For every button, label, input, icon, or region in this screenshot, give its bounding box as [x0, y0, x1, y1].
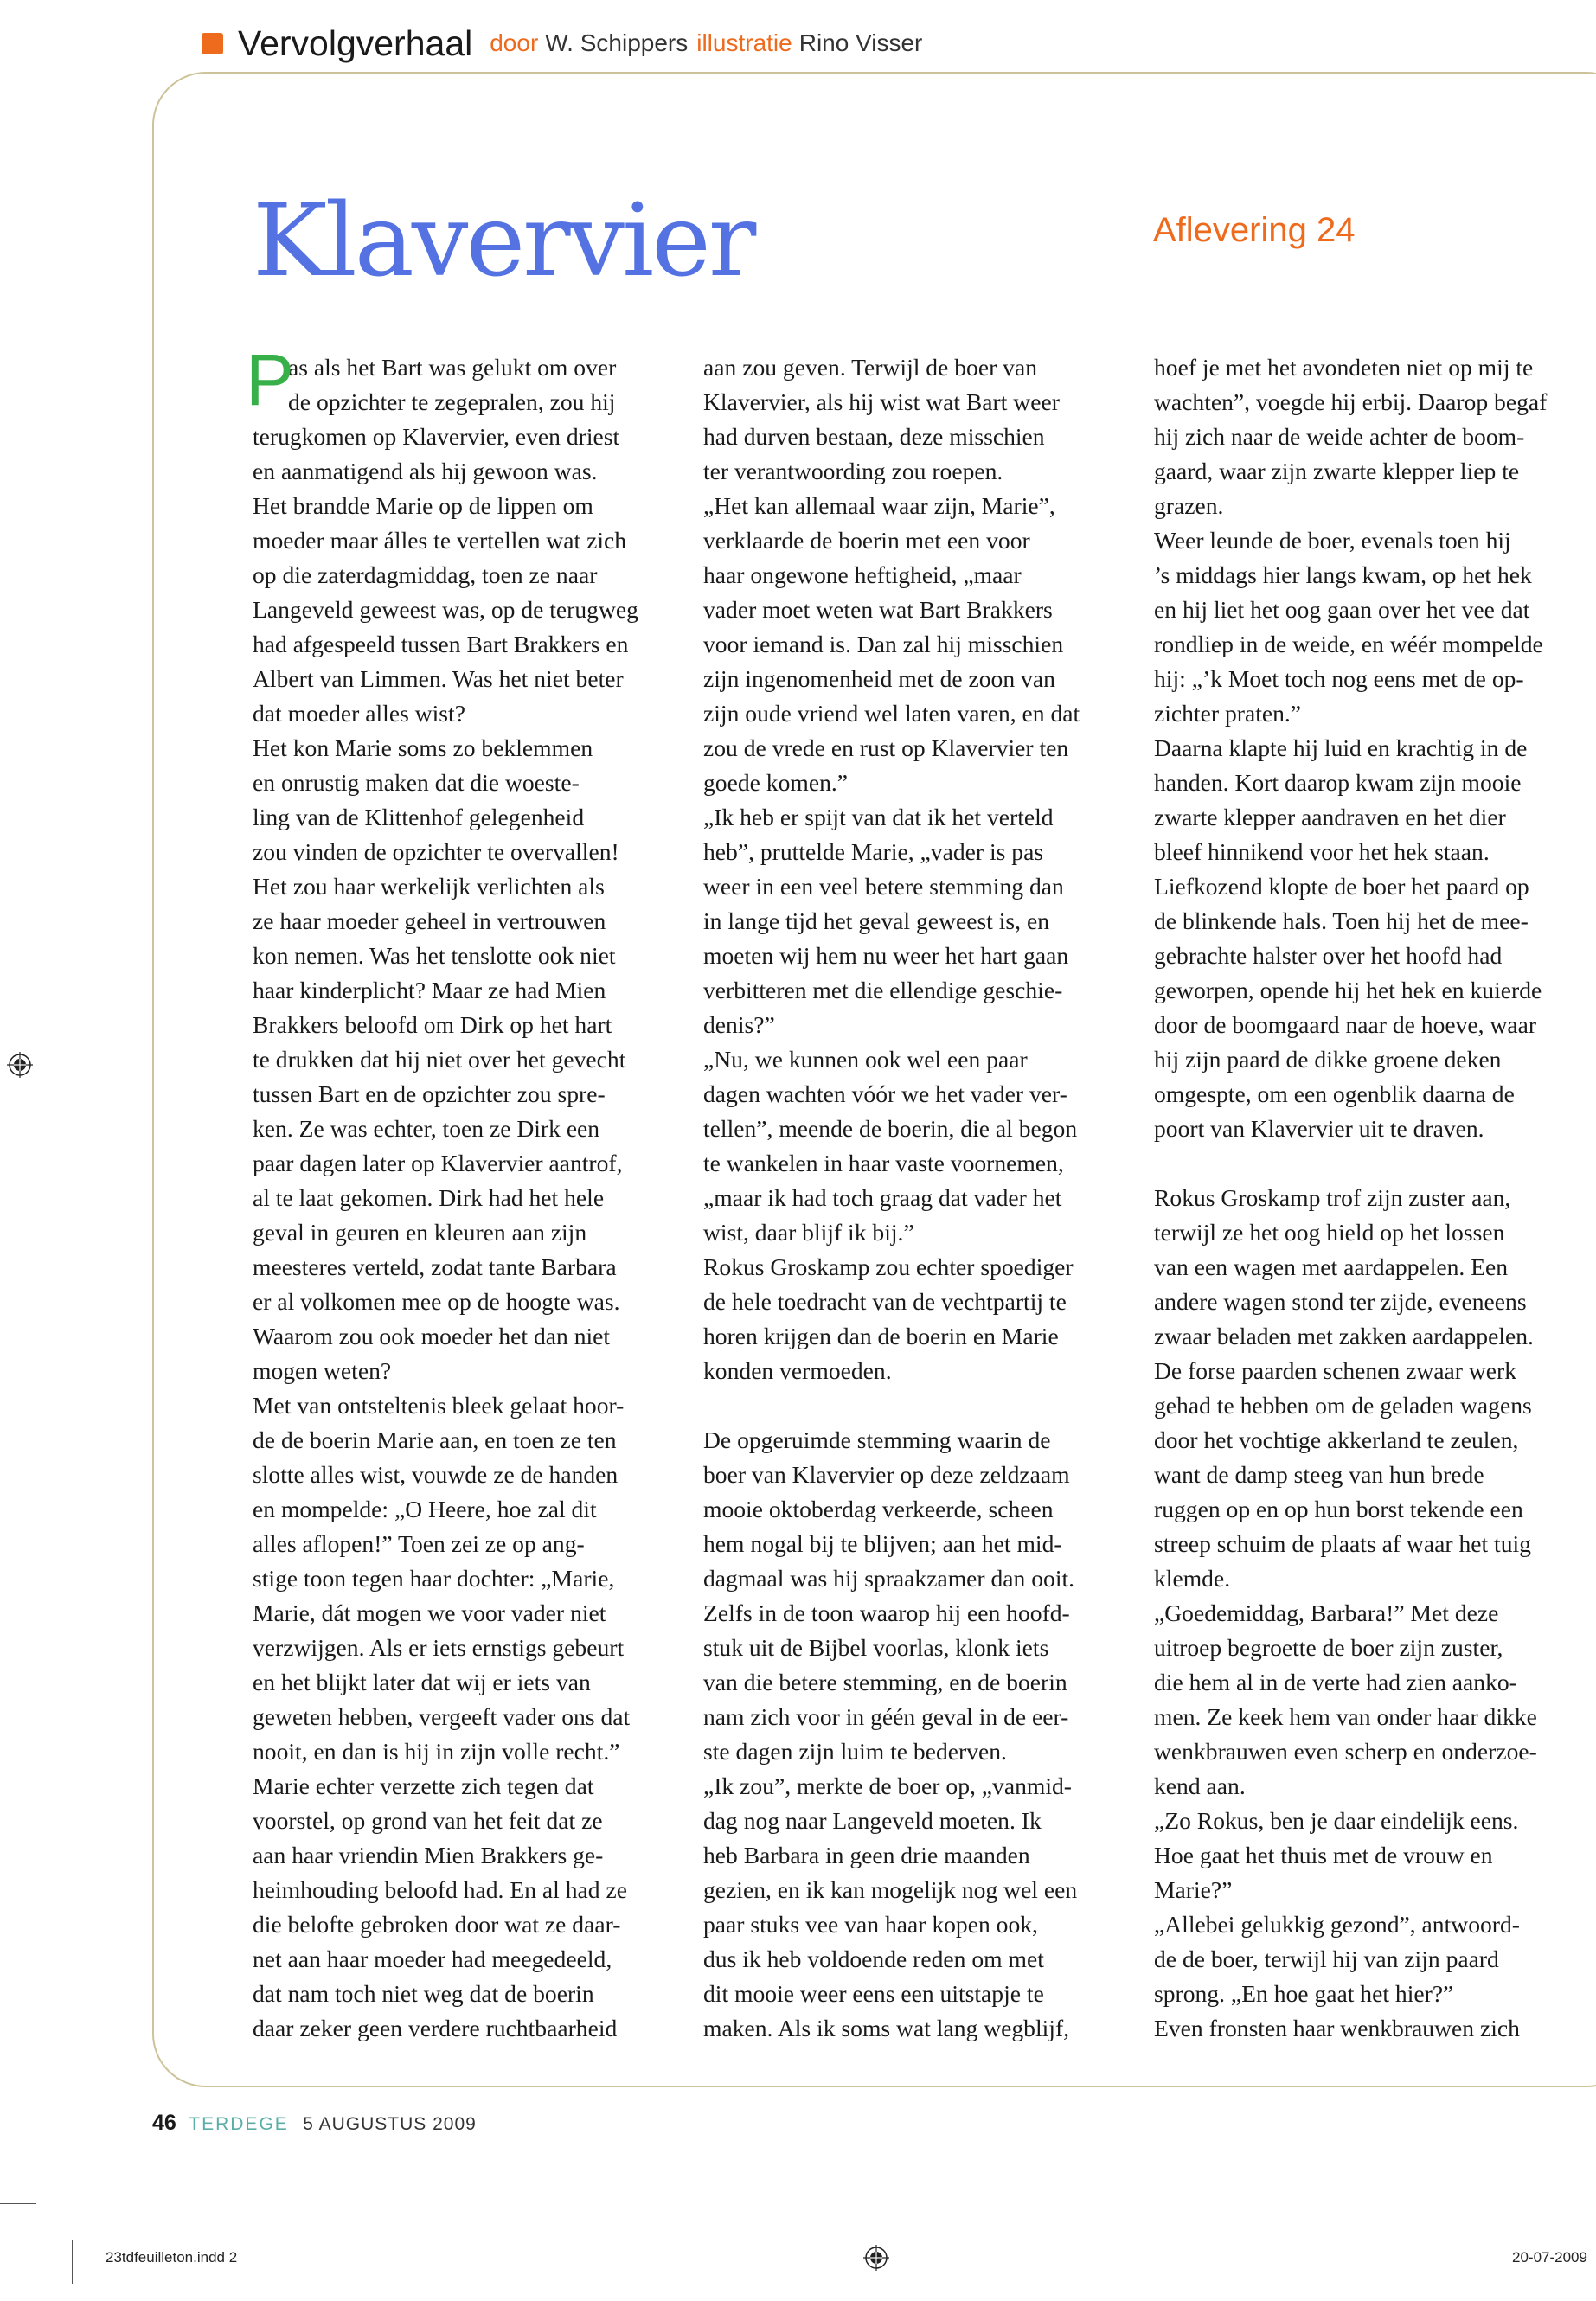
text-line: hij: „’k Moet toch nog eens met de op-	[1154, 665, 1524, 692]
text-line: uitroep begroette de boer zijn zuster,	[1154, 1634, 1503, 1661]
text-line: ter verantwoording zou roepen.	[703, 458, 1003, 484]
text-line: daar zeker geen verdere ruchtbaarheid	[253, 2015, 618, 2041]
text-line: paar stuks vee van haar kopen ook,	[703, 1911, 1038, 1938]
text-line: vader moet weten wat Bart Brakkers	[703, 596, 1053, 623]
text-line: handen. Kort daarop kwam zijn mooie	[1154, 769, 1522, 796]
text-line: hij zijn paard de dikke groene deken	[1154, 1046, 1502, 1073]
text-line: „Zo Rokus, ben je daar eindelijk eens.	[1154, 1807, 1519, 1834]
text-line: dagmaal was hij spraakzamer dan ooit.	[703, 1565, 1075, 1592]
text-column-2	[703, 350, 1144, 2046]
text-line: door het vochtige akkerland te zeulen,	[1154, 1426, 1519, 1453]
page-number: 46	[152, 2111, 176, 2135]
text-line: Zelfs in de toon waarop hij een hoofd-	[703, 1599, 1070, 1626]
text-line: „Goedemiddag, Barbara!” Met deze	[1154, 1599, 1499, 1626]
text-line: van een wagen met aardappelen. Een	[1154, 1253, 1509, 1280]
text-line: de hele toedracht van de vechtpartij te	[703, 1288, 1067, 1315]
text-line: verbitteren met die ellendige geschie-	[703, 977, 1063, 1003]
text-line: as als het Bart was gelukt om over	[288, 354, 617, 381]
text-line: „Allebei gelukkig gezond”, antwoord-	[1154, 1911, 1520, 1938]
text-line: ken. Ze was echter, toen ze Dirk een	[253, 1115, 600, 1142]
text-column-1	[246, 339, 685, 2046]
text-line: Brakkers beloofd om Dirk op het hart	[253, 1011, 612, 1038]
text-line: grazen.	[1154, 492, 1224, 519]
text-line: maken. Als ik soms wat lang wegblijf,	[703, 2015, 1070, 2041]
text-line: rondliep in de weide, en wéér mompelde	[1154, 631, 1543, 657]
illustrator-name: Rino Visser	[798, 29, 923, 56]
registration-mark-icon	[863, 2245, 889, 2271]
article-header	[202, 19, 931, 67]
text-line: alles aflopen!” Toen zei ze op ang-	[253, 1530, 585, 1557]
text-line: Albert van Limmen. Was het niet beter	[253, 665, 624, 692]
text-line: De opgeruimde stemming waarin de	[703, 1426, 1051, 1453]
text-line: had afgespeeld tussen Bart Brakkers en	[253, 631, 629, 657]
text-line: en hij liet het oog gaan over het vee dat	[1154, 596, 1530, 623]
text-line: hij zich naar de weide achter de boom-	[1154, 423, 1525, 450]
text-line: van die betere stemming, en de boerin	[703, 1669, 1067, 1695]
section-square-icon	[202, 33, 223, 54]
text-line: door de boomgaard naar de hoeve, waar	[1154, 1011, 1537, 1038]
text-line: al te laat gekomen. Dirk had het hele	[253, 1184, 605, 1211]
text-line: „Nu, we kunnen ook wel een paar	[703, 1046, 1028, 1073]
text-line: zou de vrede en rust op Klavervier ten	[703, 734, 1069, 761]
text-line: in lange tijd het geval geweest is, en	[703, 907, 1049, 934]
text-line: nooit, en dan is hij in zijn volle recht.”	[253, 1738, 620, 1765]
text-line: zichter praten.”	[1154, 700, 1302, 727]
text-line: en aanmatigend als hij gewoon was.	[253, 458, 598, 484]
section-label: Vervolgverhaal	[238, 22, 473, 63]
text-line: terwijl ze het oog hield op het lossen	[1154, 1219, 1505, 1246]
text-line: zijn ingenomenheid met de zoon van	[703, 665, 1055, 692]
page-footer	[152, 2111, 477, 2136]
text-line	[703, 1388, 1144, 1423]
text-line: voorstel, op grond van het feit dat ze	[253, 1807, 603, 1834]
text-line: Het zou haar werkelijk verlichten als	[253, 873, 605, 900]
text-line: dus ik heb voldoende reden om met	[703, 1945, 1044, 1972]
magazine-name: TERDEGE	[189, 2114, 289, 2134]
text-line: en het blijkt later dat wij er iets van	[253, 1669, 591, 1695]
text-line: horen krijgen dan de boerin en Marie	[703, 1323, 1059, 1349]
text-line: Langeveld geweest was, op de terugweg	[253, 596, 638, 623]
text-line: de de boer, terwijl hij van zijn paard	[1154, 1945, 1499, 1972]
text-line: kon nemen. Was het tenslotte ook niet	[253, 942, 616, 969]
text-line: Hoe gaat het thuis met de vrouw en	[1154, 1842, 1493, 1868]
issue-date: 5 AUGUSTUS 2009	[303, 2114, 477, 2134]
text-line: de opzichter te zegepralen, zou hij	[288, 388, 616, 415]
text-line: die belofte gebroken door wat ze daar-	[253, 1911, 621, 1938]
text-line: zwaar beladen met zakken aardappelen.	[1154, 1323, 1534, 1349]
text-line: de de boerin Marie aan, en toen ze ten	[253, 1426, 617, 1453]
text-line: Met van ontsteltenis bleek gelaat hoor-	[253, 1392, 625, 1419]
text-line: te wankelen in haar vaste voornemen,	[703, 1150, 1064, 1176]
text-line: te drukken dat hij niet over het gevecht	[253, 1046, 626, 1073]
text-line: Het brandde Marie op de lippen om	[253, 492, 593, 519]
text-line: klemde.	[1154, 1565, 1231, 1592]
text-line: Rokus Groskamp zou echter spoediger	[703, 1253, 1074, 1280]
text-line: gaard, waar zijn zwarte klepper liep te	[1154, 458, 1520, 484]
text-line: ste dagen zijn luim te bederven.	[703, 1738, 1007, 1765]
text-line: konden vermoeden.	[703, 1357, 892, 1384]
registration-mark-icon	[7, 1052, 33, 1078]
illustration-label: illustratie	[696, 29, 792, 56]
text-line: zijn oude vriend wel laten varen, en dat	[703, 700, 1080, 727]
text-line: en mompelde: „O Heere, hoe zal dit	[253, 1496, 597, 1522]
text-line: Liefkozend klopte de boer het paard op	[1154, 873, 1529, 900]
article-title: Klavervier	[253, 183, 754, 299]
text-line: paar dagen later op Klavervier aantrof,	[253, 1150, 623, 1176]
text-line: verzwijgen. Als er iets ernstigs gebeurt	[253, 1634, 625, 1661]
text-line	[1154, 1146, 1596, 1181]
text-line: „Ik heb er spijt van dat ik het verteld	[703, 804, 1054, 830]
text-line: tellen”, meende de boerin, die al begon	[703, 1115, 1078, 1142]
text-line: slotte alles wist, vouwde ze de handen	[253, 1461, 619, 1488]
text-line: „Het kan allemaal waar zijn, Marie”,	[703, 492, 1055, 519]
text-line: tussen Bart en de opzichter zou spre-	[253, 1080, 606, 1107]
text-line: heimhouding beloofd had. En al had ze	[253, 1876, 627, 1903]
text-line: denis?”	[703, 1011, 775, 1038]
text-line: had durven bestaan, deze misschien	[703, 423, 1045, 450]
text-line: gebrachte halster over het hoofd had	[1154, 942, 1503, 969]
text-line: moeder maar álles te vertellen wat zich	[253, 527, 627, 554]
text-line: stuk uit de Bijbel voorlas, klonk iets	[703, 1634, 1049, 1661]
text-line: stige toon tegen haar dochter: „Marie,	[253, 1565, 615, 1592]
text-line: meesteres verteld, zodat tante Barbara	[253, 1253, 617, 1280]
text-line: gezien, en ik kan mogelijk nog wel een	[703, 1876, 1078, 1903]
text-line: op die zaterdagmiddag, toen ze naar	[253, 561, 598, 588]
text-line: ling van de Klittenhof gelegenheid	[253, 804, 585, 830]
author-label: door	[490, 29, 539, 56]
text-line: hem nogal bij te blijven; aan het mid-	[703, 1530, 1062, 1557]
episode-label: Aflevering 24	[1153, 211, 1356, 249]
text-line: haar kinderplicht? Maar ze had Mien	[253, 977, 606, 1003]
text-line: ruggen op en op hun borst tekende een	[1154, 1496, 1523, 1522]
text-line: Weer leunde de boer, evenals toen hij	[1154, 527, 1511, 554]
text-line: net aan haar moeder had meegedeeld,	[253, 1945, 612, 1972]
text-line: Waarom zou ook moeder het dan niet	[253, 1323, 611, 1349]
text-line: Daarna klapte hij luid en krachtig in de	[1154, 734, 1528, 761]
text-line: wist, daar blijf ik bij.”	[703, 1219, 914, 1246]
crop-mark	[0, 2203, 36, 2204]
text-line: gehad te hebben om de geladen wagens	[1154, 1392, 1532, 1419]
text-line: heb Barbara in geen drie maanden	[703, 1842, 1030, 1868]
text-line: voor iemand is. Dan zal hij misschien	[703, 631, 1064, 657]
text-line: „Ik zou”, merkte de boer op, „vanmid-	[703, 1772, 1072, 1799]
text-line: nam zich voor in géén geval in de eer-	[703, 1703, 1069, 1730]
text-line: goede komen.”	[703, 769, 849, 796]
text-line: wenkbrauwen even scherp en onderzoe-	[1154, 1738, 1537, 1765]
text-line: Even fronsten haar wenkbrauwen zich	[1154, 2015, 1520, 2041]
text-line: omgespte, om een ogenblik daarna de	[1154, 1080, 1515, 1107]
text-line: zou vinden de opzichter te overvallen!	[253, 838, 619, 865]
text-line: Marie?”	[1154, 1876, 1233, 1903]
crop-mark	[72, 2240, 73, 2284]
text-line: bleef hinnikend voor het hek staan.	[1154, 838, 1490, 865]
text-line: sprong. „En hoe gaat het hier?”	[1154, 1980, 1454, 2007]
text-line: moeten wij hem nu weer het hart gaan	[703, 942, 1069, 969]
text-line: ’s middags hier langs kwam, op het hek	[1154, 561, 1532, 588]
text-line: er al volkomen mee op de hoogte was.	[253, 1288, 620, 1315]
text-line: dag nog naar Langeveld moeten. Ik	[703, 1807, 1042, 1834]
text-line: andere wagen stond ter zijde, eveneens	[1154, 1288, 1527, 1315]
text-line: de blinkende hals. Toen hij het de mee-	[1154, 907, 1529, 934]
text-line: Het kon Marie soms zo beklemmen	[253, 734, 593, 761]
text-line: heb”, pruttelde Marie, „vader is pas	[703, 838, 1044, 865]
text-line: Klavervier, als hij wist wat Bart weer	[703, 388, 1060, 415]
text-line: want de damp steeg van hun brede	[1154, 1461, 1484, 1488]
drop-cap: P	[246, 339, 295, 420]
author-name: W. Schippers	[545, 29, 689, 56]
text-line: dit mooie weer eens een uitstapje te	[703, 1980, 1044, 2007]
text-line: zwarte klepper aandraven en het dier	[1154, 804, 1506, 830]
text-line: kend aan.	[1154, 1772, 1246, 1799]
text-line: geval in geuren en kleuren aan zijn	[253, 1219, 587, 1246]
text-line: geweten hebben, vergeeft vader ons dat	[253, 1703, 631, 1730]
text-line: De forse paarden schenen zwaar werk	[1154, 1357, 1517, 1384]
slug-timestamp: 20-07-2009	[1512, 2249, 1587, 2266]
text-line: dat nam toch niet weg dat de boerin	[253, 1980, 594, 2007]
text-column-3	[1154, 350, 1596, 2046]
text-line: dat moeder alles wist?	[253, 700, 465, 727]
text-line: aan haar vriendin Mien Brakkers ge-	[253, 1842, 604, 1868]
text-line: Marie, dát mogen we voor vader niet	[253, 1599, 606, 1626]
text-line: ze haar moeder geheel in vertrouwen	[253, 907, 606, 934]
text-line: die hem al in de verte had zien aanko-	[1154, 1669, 1517, 1695]
text-line: geworpen, opende hij het hek en kuierde	[1154, 977, 1542, 1003]
text-line: streep schuim de plaats af waar het tuig	[1154, 1530, 1531, 1557]
text-line: haar ongewone heftigheid, „maar	[703, 561, 1022, 588]
text-line: verklaarde de boerin met een voor	[703, 527, 1030, 554]
text-line: aan zou geven. Terwijl de boer van	[703, 354, 1038, 381]
text-line: hoef je met het avondeten niet op mij te	[1154, 354, 1534, 381]
text-line: mooie oktoberdag verkeerde, scheen	[703, 1496, 1054, 1522]
text-line: „maar ik had toch graag dat vader het	[703, 1184, 1062, 1211]
text-line: dagen wachten vóór we het vader ver-	[703, 1080, 1067, 1107]
text-line: Rokus Groskamp trof zijn zuster aan,	[1154, 1184, 1511, 1211]
text-line: poort van Klavervier uit te draven.	[1154, 1115, 1484, 1142]
text-line: boer van Klavervier op deze zeldzaam	[703, 1461, 1070, 1488]
text-line: men. Ze keek hem van onder haar dikke	[1154, 1703, 1537, 1730]
text-line: Marie echter verzette zich tegen dat	[253, 1772, 594, 1799]
text-line: wachten”, voegde hij erbij. Daarop begaf	[1154, 388, 1548, 415]
text-line: terugkomen op Klavervier, even driest	[253, 423, 620, 450]
text-line: mogen weten?	[253, 1357, 392, 1384]
text-line: weer in een veel betere stemming dan	[703, 873, 1064, 900]
text-line: en onrustig maken dat die woeste-	[253, 769, 580, 796]
slug-filename: 23tdfeuilleton.indd 2	[106, 2249, 238, 2266]
